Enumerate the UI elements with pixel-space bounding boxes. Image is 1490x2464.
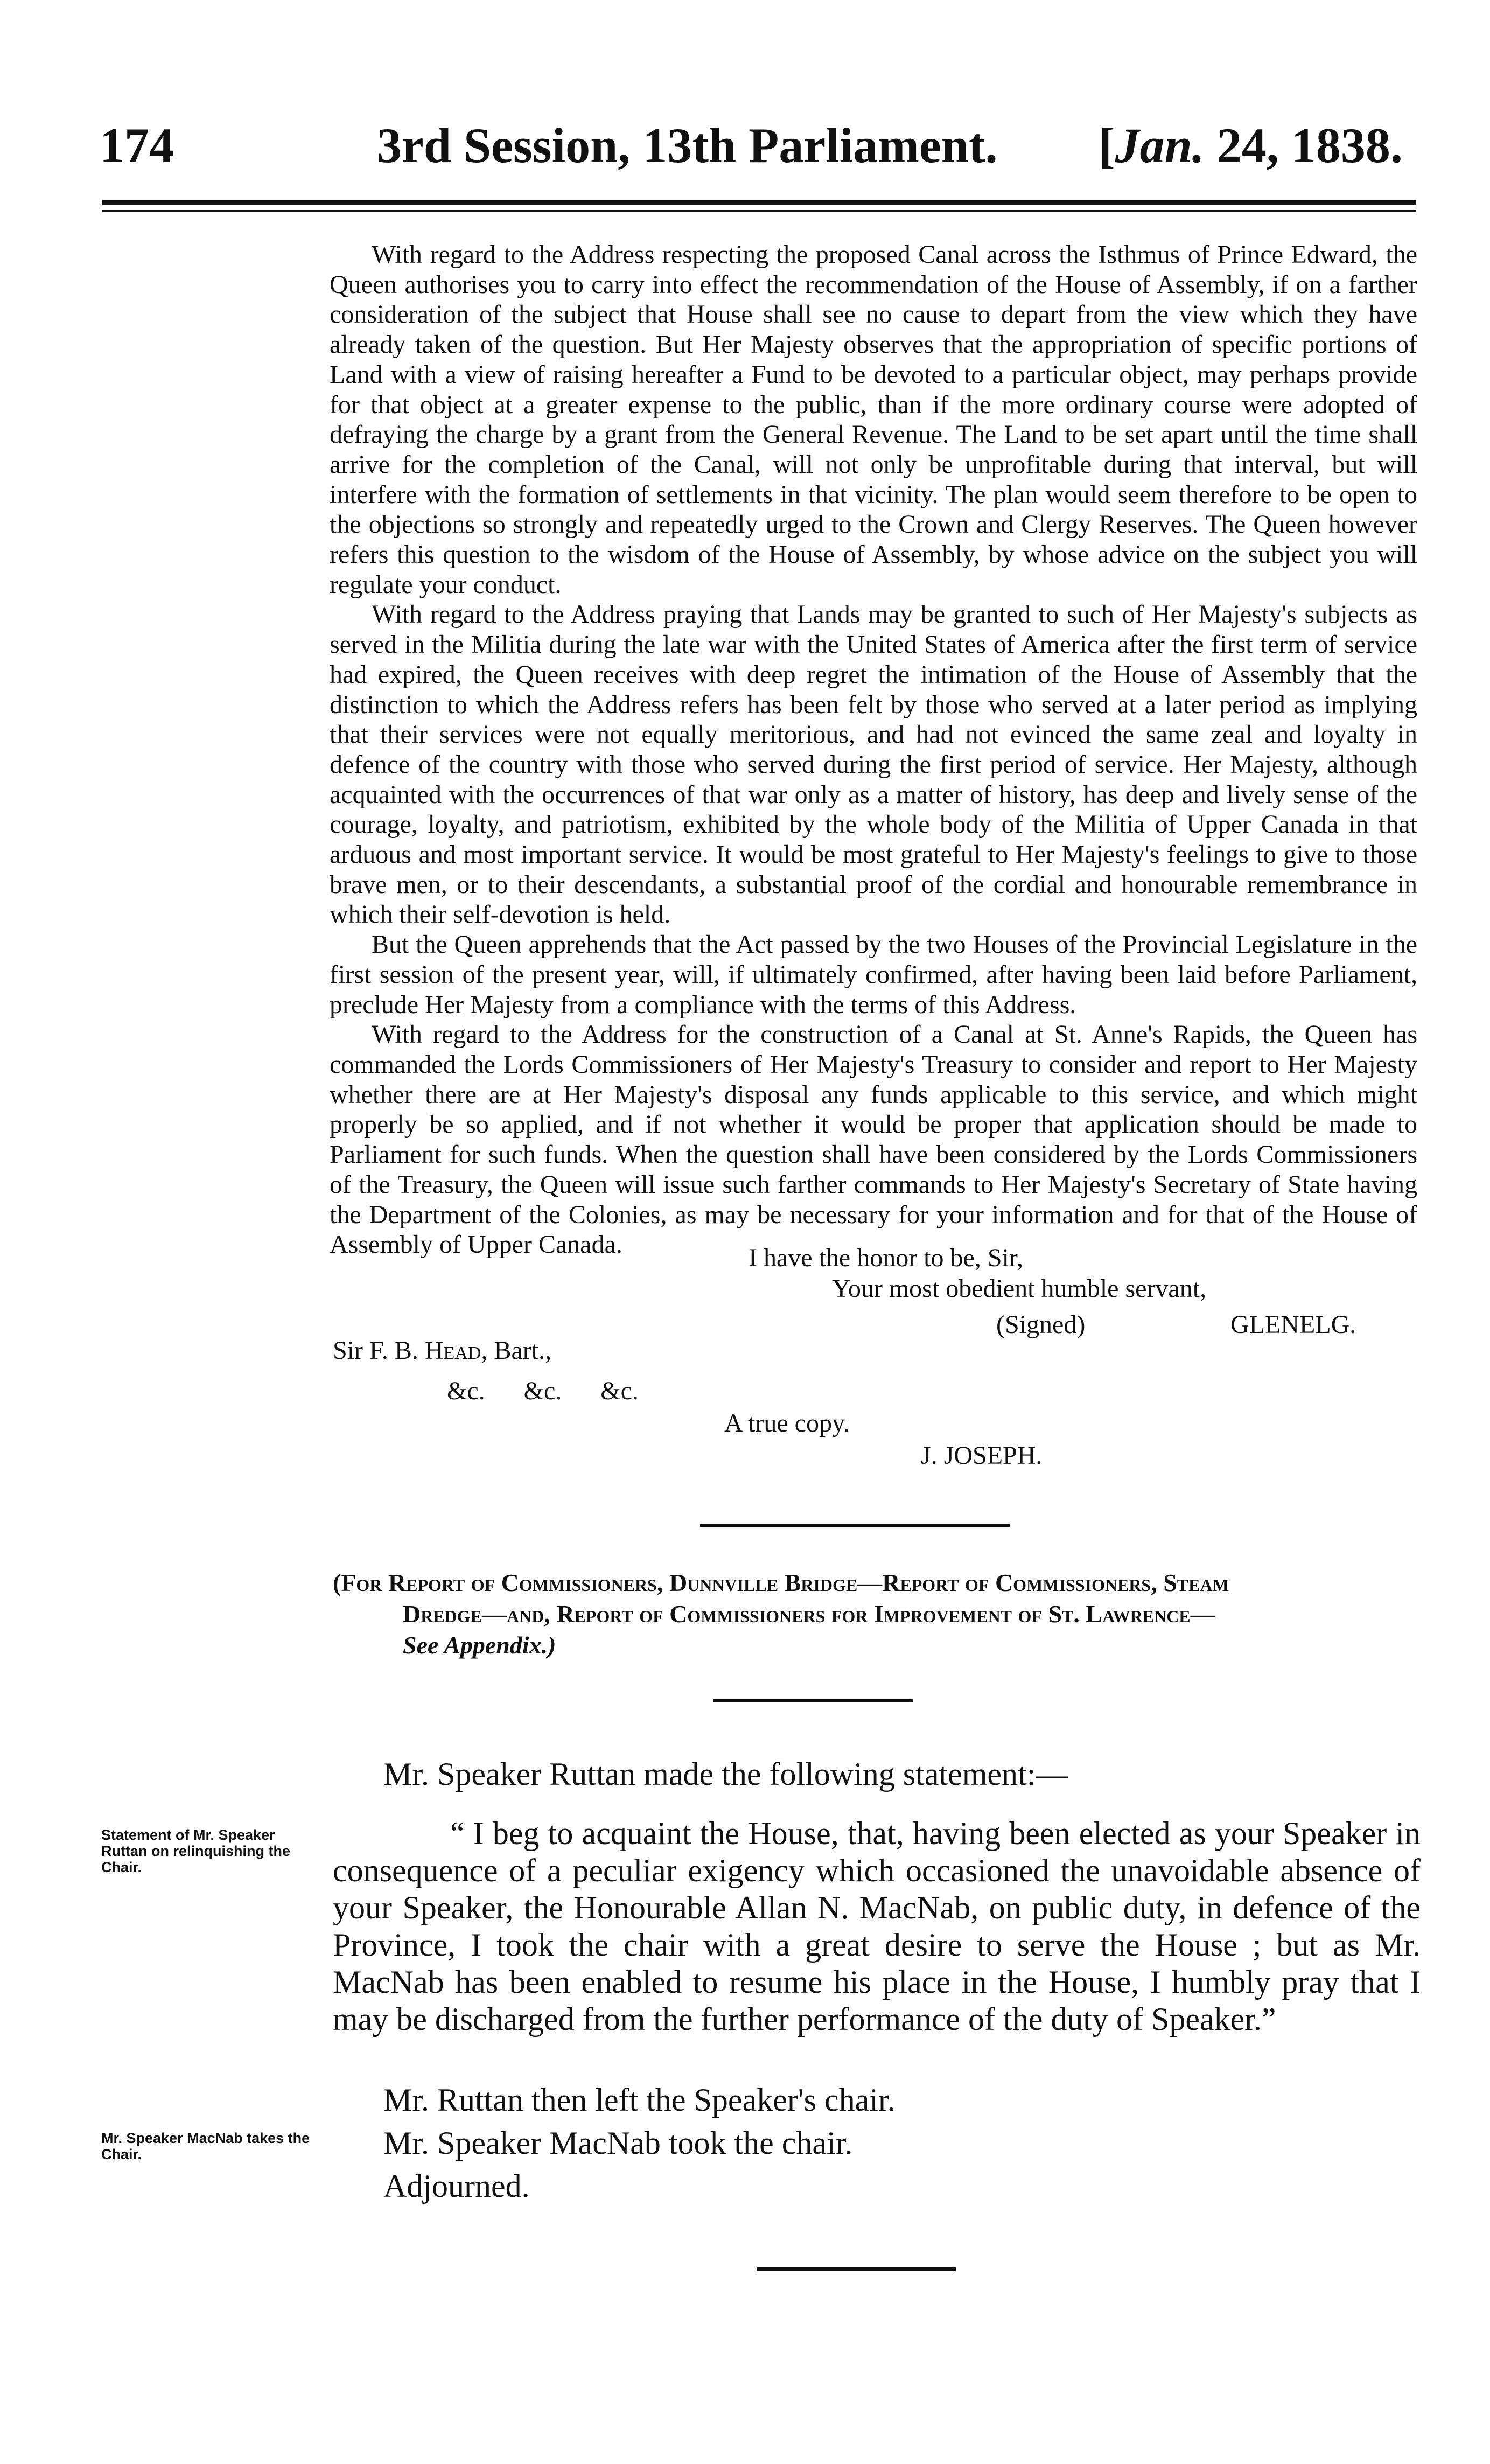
section-divider-1 <box>700 1524 1010 1527</box>
appendix-note-line1: (For Report of Commissioners, Dunnville Bridge—Report of Commissioners, Steam <box>333 1569 1229 1596</box>
paragraph-act-passed: But the Queen apprehends that the Act passed by the two Houses of the Provincial Legislature in the first session of the present year, will, if ultimately confirmed, after having been laid before Parliament, preclude Her Majesty from a compliance with the terms of this Address. <box>330 930 1417 1019</box>
appendix-note-line2 <box>333 1599 1421 1661</box>
quote-text: “ I beg to acquaint the House, that, having been elected as your Speaker in consequence of a peculiar exigency which occasioned the unavoidable absence of your Speaker, the Honourable Allan N. MacNab, on public duty, in defence of the Province, I took the chair with a great desire to serve the House ; but as Mr. MacNab has been enabled to resume his place in the House, I humbly pray that I may be discharged from the further performance of the duty of Speaker.” <box>333 1816 1421 2037</box>
signatory-glenelg: GLENELG. <box>1230 1310 1356 1339</box>
end-rule <box>757 2267 956 2271</box>
date-month: Jan. <box>1115 118 1205 173</box>
closing-line-honor: I have the honor to be, Sir, <box>749 1244 1023 1272</box>
addressee-etc: &c. &c. &c. <box>447 1377 639 1405</box>
copy-signatory: J. JOSEPH. <box>921 1441 1043 1470</box>
margin-note-statement: Statement of Mr. Speaker Ruttan on relinquishing the Chair. <box>101 1827 290 1875</box>
appendix-see-reference: See Appendix.) <box>403 1631 556 1659</box>
appendix-note <box>333 1567 1421 1661</box>
header-rule-thin <box>102 210 1416 212</box>
macnab-took-chair: Mr. Speaker MacNab took the chair. <box>383 2125 853 2161</box>
addressee-name: Head <box>424 1336 481 1365</box>
ruttan-left-chair: Mr. Ruttan then left the Speaker's chair. <box>383 2082 896 2118</box>
true-copy-label: A true copy. <box>724 1409 850 1437</box>
dispatch-body <box>330 240 1417 1260</box>
speaker-statement-quote <box>333 1815 1421 2038</box>
appendix-note-line2-text: Dredge—and, Report of Commissioners for Improvement of St. Lawrence— <box>403 1600 1215 1628</box>
statement-intro: Mr. Speaker Ruttan made the following statement:— <box>383 1756 1068 1792</box>
adjourned: Adjourned. <box>383 2168 530 2204</box>
paragraph-canal-isthmus: With regard to the Address respecting the proposed Canal across the Isthmus of Prince Edward, the Queen authorises you to carry into effect the recommendation of the House of Assembly, if on a farther consideration of the subject that House shall see no cause to depart from the view which they have already taken of the question. But Her Majesty observes that the appropriation of specific portions of Land with a view of raising hereafter a Fund to be devoted to a particular object, may perhaps provide for that object at a greater expense to the public, than if the more ordinary course were adopted of defraying the charge by a grant from the General Revenue. The Land to be set apart until the time shall arrive for the completion of the Canal, will not only be unprofitable during that interval, but will interfere with the formation of settlements in that vicinity. The plan would seem therefore to be open to the objections so strongly and repeatedly urged to the Crown and Clergy Reserves. The Queen however refers this question to the wisdom of the House of Assembly, by whose advice on the subject you will regulate your conduct. <box>330 240 1417 599</box>
signed-label: (Signed) <box>996 1310 1086 1339</box>
page-number: 174 <box>100 118 174 173</box>
header-rule-thick <box>102 200 1416 205</box>
date-bracket: [ <box>1099 118 1115 173</box>
addressee: Sir F. B. Head, Bart., <box>333 1336 552 1365</box>
header-date <box>1099 116 1403 175</box>
closing-line-servant: Your most obedient humble servant, <box>832 1274 1207 1303</box>
running-title: 3rd Session, 13th Parliament. <box>377 118 998 173</box>
section-divider-2 <box>713 1699 913 1702</box>
margin-note-macnab: Mr. Speaker MacNab takes the Chair. <box>101 2130 310 2162</box>
date-day-year: 24, 1838. <box>1204 118 1403 173</box>
paragraph-militia-lands: With regard to the Address praying that Lands may be granted to such of Her Majesty's subjects as served in the Militia during the late war with the United States of America after the first term of service had expired, the Queen receives with deep regret the intimation of the House of Assembly that the distinction to which the Address refers has been felt by those who served at a later period as implying that their services were not equally meritorious, and had not evinced the same zeal and loyalty in defence of the country with those who served during the first period of service. Her Majesty, although acquainted with the occurrences of that war only as a matter of history, has deep and lively sense of the courage, loyalty, and patriotism, exhibited by the whole body of the Militia of Upper Canada in that arduous and most important service. It would be most grateful to Her Majesty's feelings to give to those brave men, or to their descendants, a substantial proof of the cordial and honourable remembrance in which their self-devotion is held. <box>330 600 1417 929</box>
paragraph-st-annes-rapids: With regard to the Address for the construction of a Canal at St. Anne's Rapids, the Queen has commanded the Lords Commissioners of Her Majesty's Treasury to consider and report to Her Majesty whether there are at Her Majesty's disposal any funds applicable to this service, and which might properly be so applied, and if not whether it would be proper that application should be made to Parliament for such funds. When the question shall have been considered by the Lords Commissioners of the Treasury, the Queen will issue such farther commands to Her Majesty's Secretary of State having the Department of the Colonies, as may be necessary for your information and for that of the House of Assembly of Upper Canada. <box>330 1020 1417 1259</box>
